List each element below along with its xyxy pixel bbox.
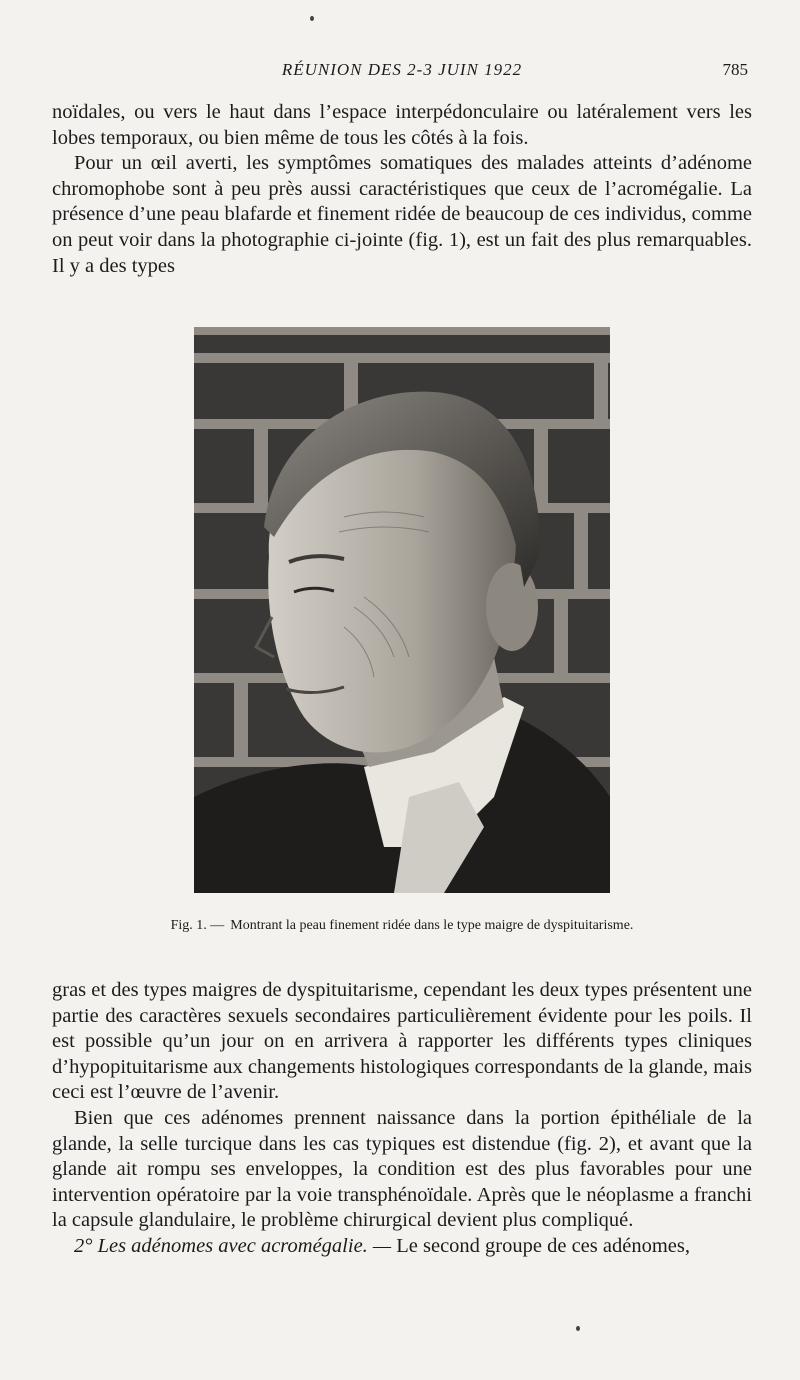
section-heading: 2° Les adénomes avec acromégalie. —	[74, 1234, 392, 1257]
paragraph: gras et des types maigres de dyspituitarisme, cependant les deux types présentent une partie des caractères sexuels secondaires particulièrement évidente pour les poils. Il est possible qu’un jour on en arrivera à rapporter les différents types cliniques d’hypopituitarisme aux changements histologiques correspondants de la glande, mais ceci est l’œuvre de l’avenir.	[52, 979, 752, 1104]
figure-caption-text: Montrant la peau finement ridée dans le type maigre de dyspituitarisme.	[230, 918, 634, 933]
page-header	[52, 60, 752, 84]
running-title: RÉUNION DES 2-3 JUIN 1922	[281, 60, 523, 79]
paragraph: Pour un œil averti, les symptômes somatiques des malades atteints d’adénome chromophobe sont à peu près aussi caractéristiques que ceux de l’acromégalie. La présence d’une peau blafarde et finement ridée de beaucoup de ces individus, comme on peut voir dans la photographie ci-jointe (fig. 1), est un fait des plus remarquables. Il y a des types	[52, 152, 752, 277]
portrait-illustration	[194, 327, 610, 893]
portrait-photograph	[194, 327, 610, 893]
section-paragraph	[52, 1234, 752, 1260]
figure-caption	[52, 918, 752, 934]
figure-label: Fig. 1. —	[170, 918, 225, 933]
page-number: 785	[722, 60, 748, 79]
body-text-bottom	[52, 978, 752, 1260]
print-speck	[576, 1326, 580, 1331]
paragraph: Bien que ces adénomes prennent naissance dans la portion épithéliale de la glande, la selle turcique dans les cas typiques est distendue (fig. 2), et avant que la glande ait rompu ses enveloppes, la condition est des plus favorables pour une intervention opératoire par la voie transphénoïdale. Après que le néoplasme a franchi la capsule glandulaire, le problème chirurgical devient plus compliqué.	[52, 1106, 752, 1232]
print-speck	[310, 16, 314, 21]
paragraph: noïdales, ou vers le haut dans l’espace interpédonculaire ou latéralement vers les lobes temporaux, ou bien même de tous les côtés à la fois.	[52, 101, 752, 149]
body-text-top	[52, 100, 752, 279]
section-text: Le second groupe de ces adénomes,	[396, 1234, 690, 1257]
